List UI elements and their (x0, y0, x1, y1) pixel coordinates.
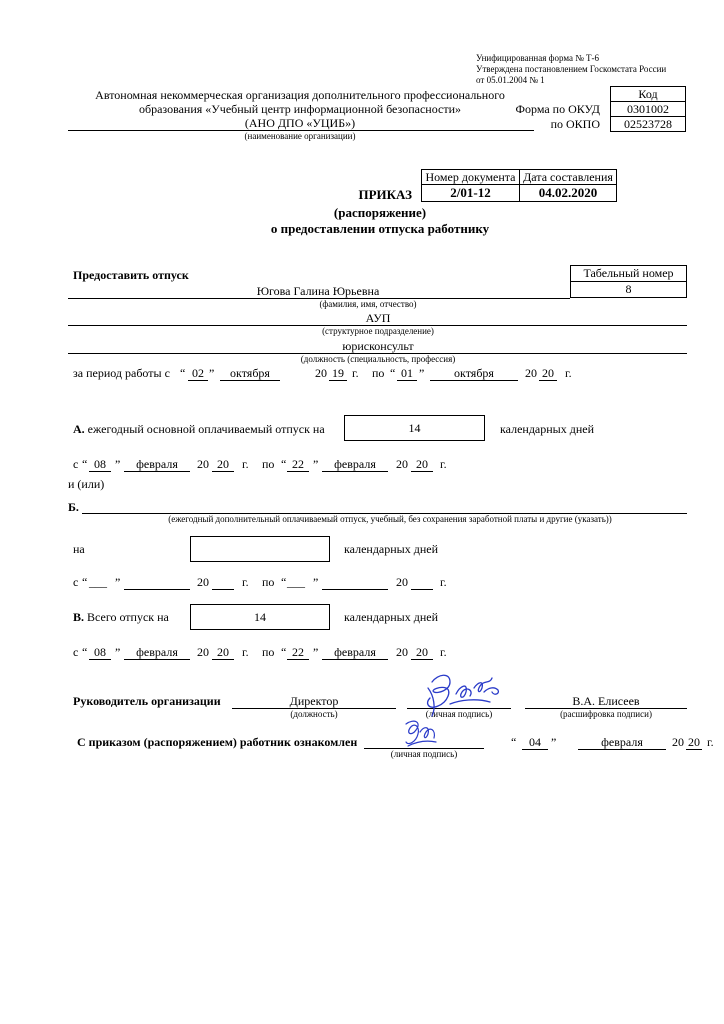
section-a-to-day: 22 (292, 457, 304, 471)
quote-open: “ (281, 457, 287, 471)
okpo-label: по ОКПО (550, 117, 600, 131)
quote-close: ” (115, 457, 121, 471)
section-a-text: ежегодный основной оплачиваемый отпуск на (87, 422, 325, 436)
underline (287, 471, 309, 472)
underline (89, 471, 111, 472)
section-v-label (73, 610, 169, 625)
section-v-from-month: февраля (136, 645, 178, 659)
okud-value: 0301002 (610, 101, 686, 117)
underline (322, 471, 388, 472)
ack-year: 20 (688, 735, 700, 749)
quote-close: ” (115, 645, 121, 659)
okpo-value: 02523728 (610, 116, 686, 132)
ack-month: февраля (601, 735, 643, 749)
quote-close: ” (419, 366, 425, 380)
tab-number: 8 (570, 281, 687, 298)
quote-open: “ (180, 366, 186, 380)
quote-close: ” (313, 575, 319, 589)
period-from-day: 02 (192, 366, 204, 380)
employee-name: Югова Галина Юрьевна (256, 284, 380, 298)
blank-day: ___ (287, 575, 305, 589)
decoding-caption: (расшифровка подписи) (560, 709, 652, 719)
period-to-year-suffix: г. (565, 366, 572, 380)
quote-open: “ (82, 645, 88, 659)
quote-open: “ (281, 645, 287, 659)
department-caption: (структурное подразделение) (322, 326, 434, 336)
underline (578, 749, 666, 750)
doc-title: ПРИКАЗ (358, 187, 412, 202)
quote-close: ” (551, 735, 557, 749)
blank-day: ___ (89, 575, 107, 589)
ack-day: 04 (529, 735, 541, 749)
underline (124, 471, 190, 472)
employee-signature-image (400, 716, 442, 752)
form-info (476, 53, 666, 86)
underline (188, 380, 208, 381)
head-signature-image (420, 668, 510, 720)
ack-signature-caption: (личная подпись) (390, 749, 458, 759)
position-caption: (должность) (290, 709, 338, 719)
section-v-from-year: 20 (217, 645, 229, 659)
underline (124, 659, 190, 660)
org-name-line2: образования «Учебный центр информационной безопасности» (139, 102, 461, 116)
section-v-letter: В. (73, 610, 85, 624)
org-caption: (наименование организации) (244, 131, 356, 141)
underline (411, 471, 433, 472)
section-a-from-month: февраля (136, 457, 178, 471)
underline (411, 659, 433, 660)
section-v-to-century: 20 (396, 645, 408, 659)
quote-close: ” (313, 645, 319, 659)
section-v-days-suffix: календарных дней (344, 610, 439, 624)
section-a-from-year: 20 (217, 457, 229, 471)
section-a-from-day: 08 (94, 457, 106, 471)
quote-open: “ (511, 735, 517, 749)
section-a-to-century: 20 (396, 457, 408, 471)
quote-open: “ (82, 457, 88, 471)
period-from-month: октября (230, 366, 270, 380)
form-info-line2: Утверждена постановлением Госкомстата России (476, 64, 667, 74)
quote-open: “ (281, 575, 287, 589)
year-suffix: г. (440, 645, 447, 659)
period-from-year: 19 (332, 366, 344, 380)
year-suffix: г. (242, 457, 249, 471)
tab-number-header: Табельный номер (570, 265, 687, 282)
quote-open: “ (390, 366, 396, 380)
form-info-line1: Унифицированная форма № Т-6 (476, 53, 600, 63)
doc-date: 04.02.2020 (519, 184, 617, 202)
section-a-days-suffix: календарных дней (500, 422, 595, 436)
underline (411, 589, 433, 590)
to-word: по (262, 645, 275, 659)
period-to-word: по (372, 366, 385, 380)
okud-label: Форма по ОКУД (515, 102, 600, 116)
quote-open: “ (82, 575, 88, 589)
section-b-on-label: на (73, 542, 85, 556)
section-b-days (190, 536, 330, 562)
doc-number: 2/01-12 (421, 184, 520, 202)
head-name: В.А. Елисеев (572, 694, 640, 708)
period-to-day: 01 (401, 366, 413, 380)
ack-century: 20 (672, 735, 684, 749)
section-a-to-year: 20 (416, 457, 428, 471)
head-signature-caption: (личная подпись) (425, 709, 493, 719)
year-suffix: г. (242, 645, 249, 659)
underline (430, 380, 518, 381)
from-word: с (73, 457, 79, 471)
section-a-label (73, 422, 325, 437)
underline (322, 589, 388, 590)
year-suffix: г. (242, 575, 249, 589)
underline (220, 380, 280, 381)
section-b-century2: 20 (396, 575, 408, 589)
doc-number-header: Номер документа (421, 169, 520, 185)
year-suffix: г. (440, 575, 447, 589)
doc-date-header: Дата составления (519, 169, 617, 185)
section-v-from-century: 20 (197, 645, 209, 659)
underline (686, 749, 702, 750)
quote-close: ” (313, 457, 319, 471)
org-name-line3: (АНО ДПО «УЦИБ») (244, 116, 356, 130)
underline (124, 589, 190, 590)
section-b-caption: (ежегодный дополнительный оплачиваемый отпуск, учебный, без сохранения заработной платы и другие (указать)) (168, 514, 612, 524)
and-or: и (или) (68, 477, 105, 491)
underline (522, 749, 548, 750)
head-label: Руководитель организации (73, 694, 221, 708)
underline (322, 659, 388, 660)
section-v-from-day: 08 (94, 645, 106, 659)
section-v-to-month: февраля (334, 645, 376, 659)
period-to-century: 20 (525, 366, 537, 380)
position: юрисконсульт (342, 339, 414, 353)
org-name (60, 88, 540, 130)
section-b-days-suffix: календарных дней (344, 542, 439, 556)
section-v-days: 14 (190, 604, 330, 630)
name-caption: (фамилия, имя, отчество) (319, 299, 417, 309)
underline (212, 659, 234, 660)
underline (89, 659, 111, 660)
head-position: Директор (289, 694, 339, 708)
from-word: с (73, 575, 79, 589)
org-name-line1: Автономная некоммерческая организация дополнительного профессионального (95, 88, 505, 102)
underline (539, 380, 557, 381)
section-a-from-century: 20 (197, 457, 209, 471)
department: АУП (365, 311, 391, 325)
period-to-year: 20 (542, 366, 554, 380)
period-prefix: за период работы с (73, 366, 170, 380)
section-v-to-year: 20 (416, 645, 428, 659)
section-b-century1: 20 (197, 575, 209, 589)
doc-heading: о предоставлении отпуска работнику (270, 221, 490, 236)
period-year-suffix: г. (352, 366, 359, 380)
underline (329, 380, 347, 381)
grant-label: Предоставить отпуск (73, 268, 189, 282)
to-word: по (262, 457, 275, 471)
section-a-letter: А. (73, 422, 85, 436)
underline (212, 471, 234, 472)
from-word: с (73, 645, 79, 659)
quote-close: ” (115, 575, 121, 589)
underline (397, 380, 417, 381)
period-to-month: октября (454, 366, 494, 380)
form-info-line3: от 05.01.2004 № 1 (476, 75, 545, 85)
underline (212, 589, 234, 590)
position-caption: (должность (специальность, профессия) (300, 354, 456, 364)
ack-year-suffix: г. (707, 735, 714, 749)
section-v-to-day: 22 (292, 645, 304, 659)
doc-subtitle: (распоряжение) (333, 205, 427, 220)
section-a-to-month: февраля (334, 457, 376, 471)
to-word: по (262, 575, 275, 589)
section-a-days: 14 (344, 415, 485, 441)
ack-label: С приказом (распоряжением) работник ознакомлен (77, 735, 358, 749)
underline (287, 659, 309, 660)
quote-close: ” (209, 366, 215, 380)
code-header: Код (610, 86, 686, 102)
year-suffix: г. (440, 457, 447, 471)
section-b-label: Б. (68, 500, 79, 514)
section-v-text: Всего отпуск на (87, 610, 169, 624)
period-from-century: 20 (315, 366, 327, 380)
